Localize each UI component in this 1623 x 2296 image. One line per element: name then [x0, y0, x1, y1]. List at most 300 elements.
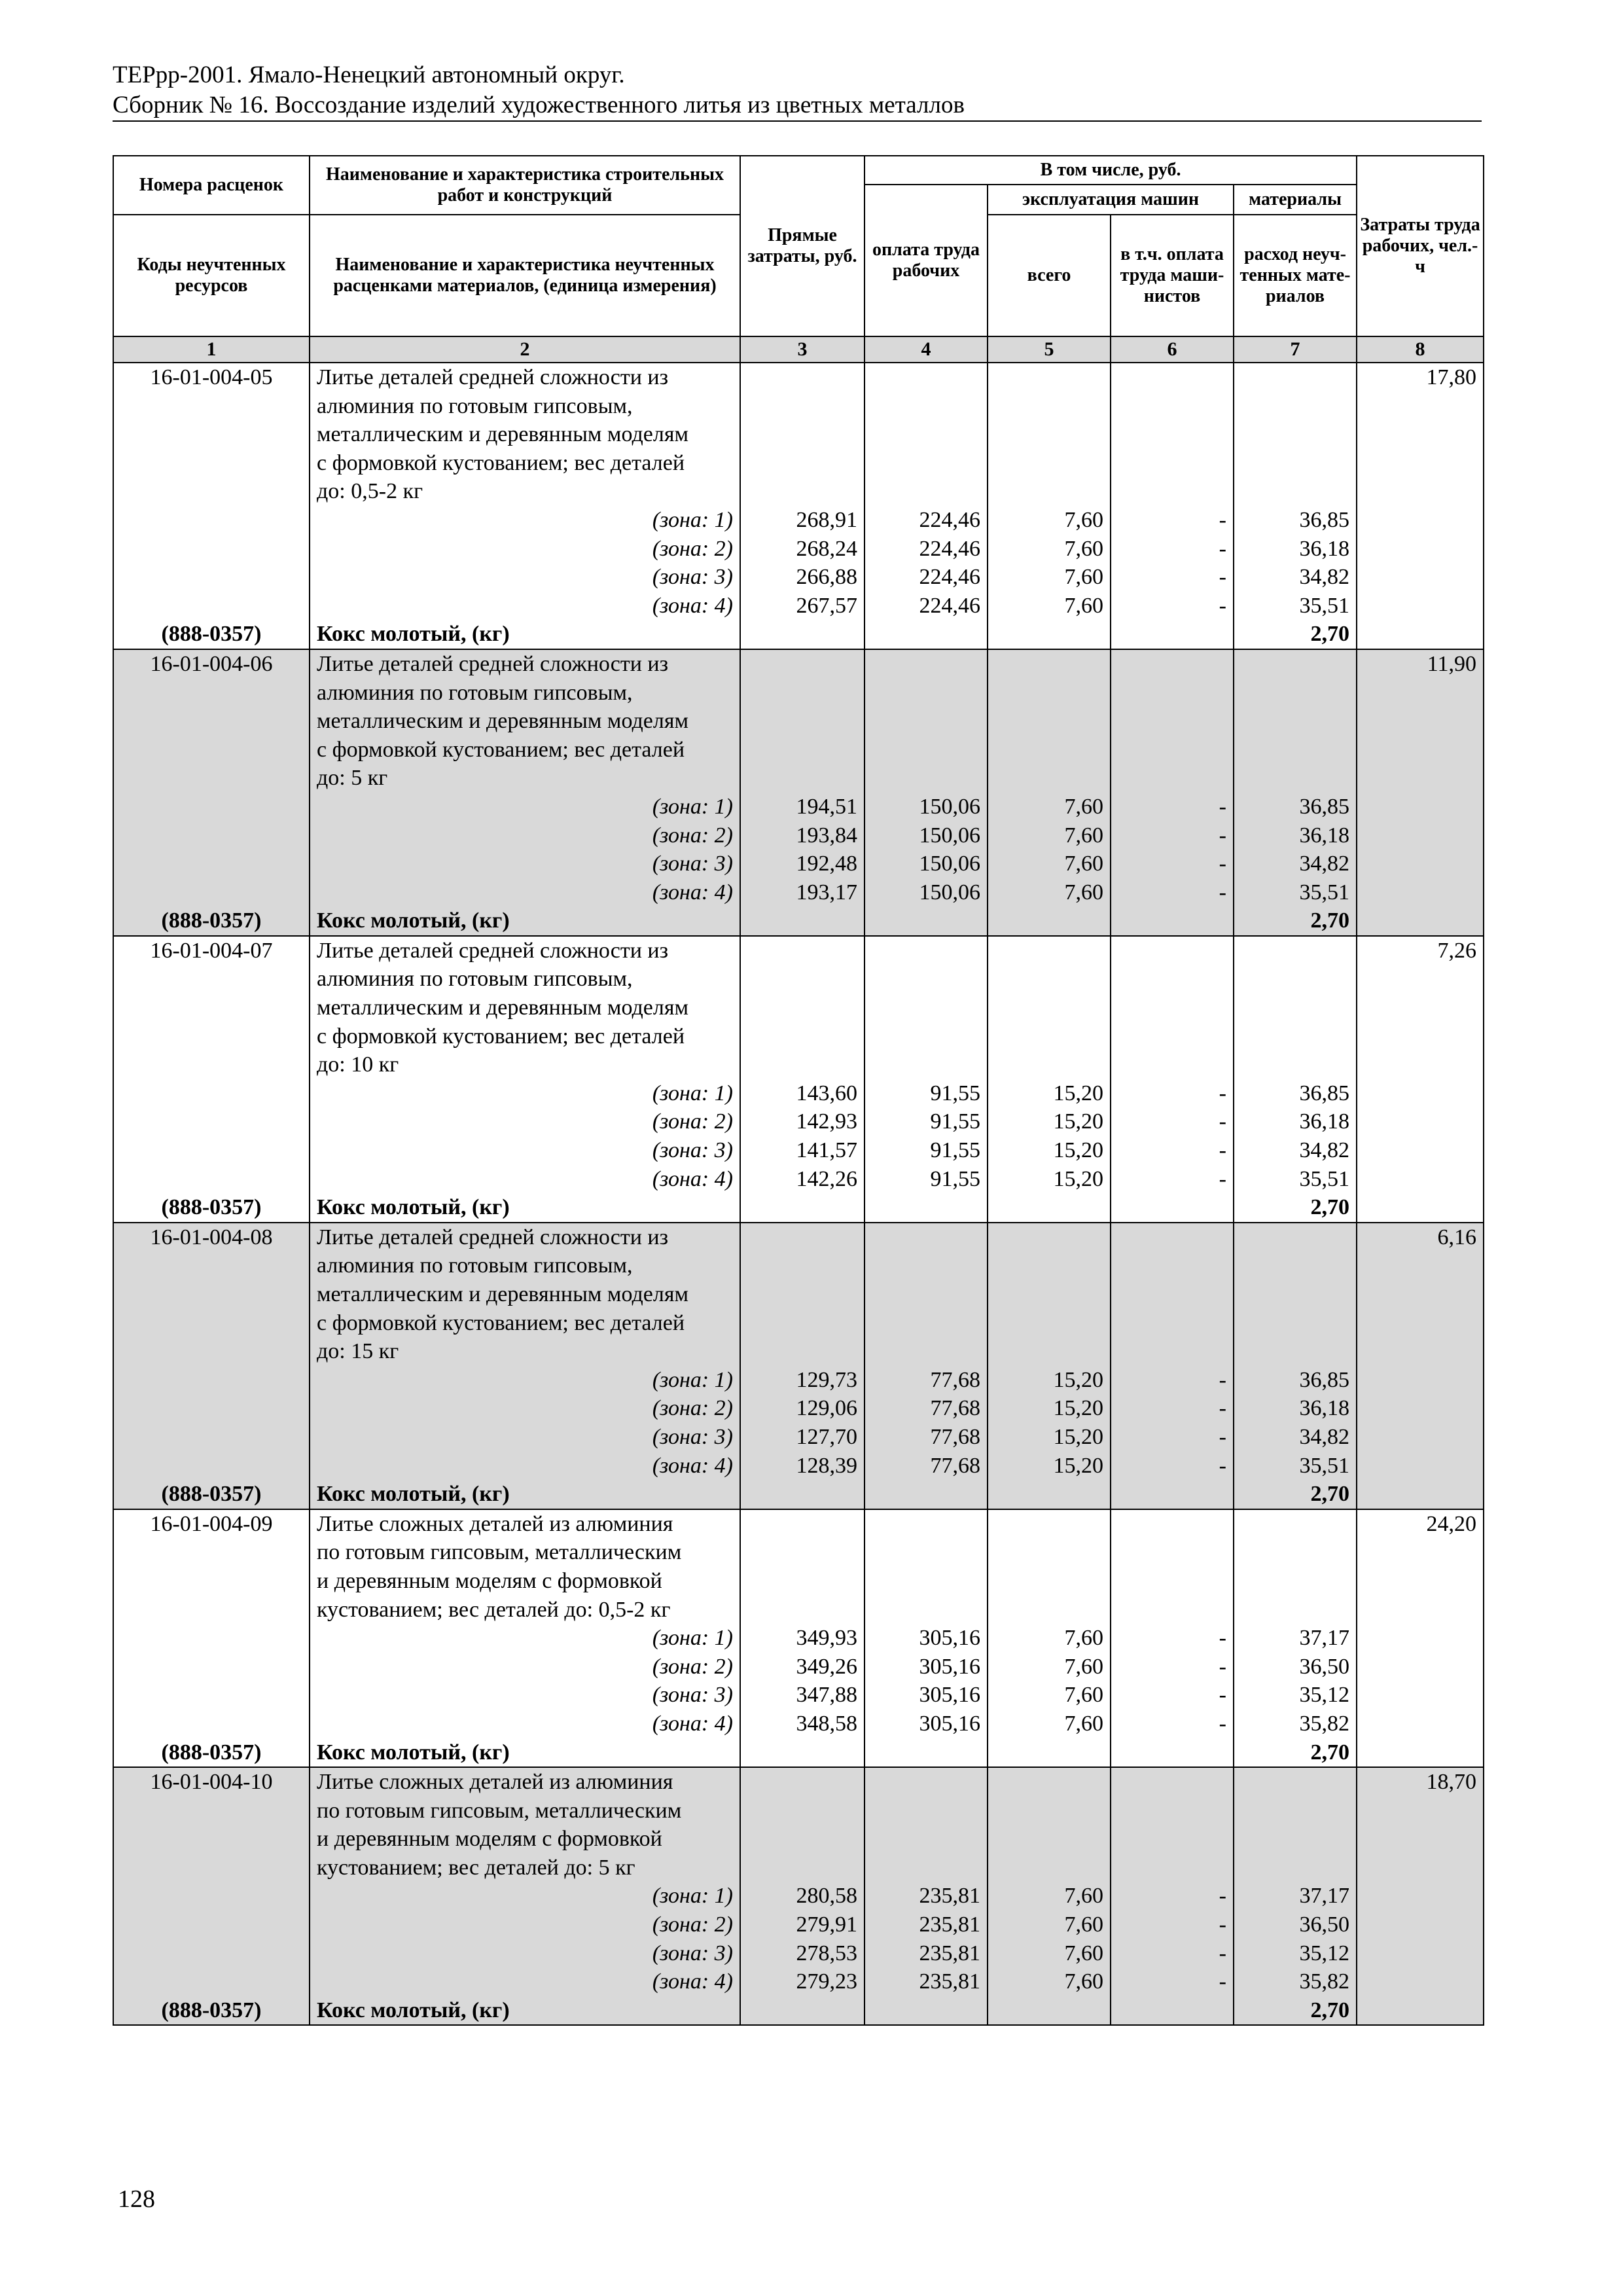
resource-code: (888-0357) [113, 906, 310, 936]
zone-row [113, 506, 1484, 535]
direct-costs: 279,91 [740, 1910, 865, 1939]
empty-cell [988, 1309, 1111, 1338]
rate-description-line: алюминия по готовым гипсовым, [310, 1251, 740, 1280]
wages: 77,68 [865, 1394, 988, 1423]
empty-cell [865, 620, 988, 649]
rate-description-line: с формовкой кустованием; вес деталей [310, 449, 740, 478]
rate-row [113, 936, 1484, 965]
empty-cell [113, 1366, 310, 1395]
rate-description-row [113, 679, 1484, 708]
empty-cell [1357, 1738, 1484, 1768]
empty-cell [1357, 1193, 1484, 1223]
empty-cell [740, 1223, 865, 1252]
materials: 35,51 [1234, 878, 1357, 907]
machines-total: 15,20 [988, 1079, 1111, 1108]
empty-cell [1111, 1596, 1234, 1624]
resource-row [113, 1480, 1484, 1509]
empty-cell [113, 1939, 310, 1968]
zone-label: (зона: 1) [310, 793, 740, 821]
machinist-wages: - [1111, 1624, 1234, 1653]
resource-code: (888-0357) [113, 1480, 310, 1509]
empty-cell [865, 1280, 988, 1309]
machines-total: 15,20 [988, 1136, 1111, 1165]
zone-label: (зона: 4) [310, 1452, 740, 1480]
wages: 235,81 [865, 1882, 988, 1910]
direct-costs: 129,73 [740, 1366, 865, 1395]
empty-cell [865, 965, 988, 994]
labor-cost [1357, 1596, 1484, 1624]
empty-cell [1357, 793, 1484, 821]
empty-cell [988, 1280, 1111, 1309]
empty-cell [1357, 1136, 1484, 1165]
materials: 36,18 [1234, 535, 1357, 564]
rate-description-line: и деревянным моделям с формовкой [310, 1825, 740, 1854]
rate-description-row [113, 1309, 1484, 1338]
empty-cell [740, 1280, 865, 1309]
rate-row [113, 649, 1484, 679]
empty-cell [1234, 1767, 1357, 1797]
materials: 35,82 [1234, 1710, 1357, 1738]
direct-costs: 267,57 [740, 592, 865, 620]
machinist-wages: - [1111, 1910, 1234, 1939]
empty-cell [113, 1882, 310, 1910]
empty-cell [865, 1480, 988, 1509]
rate-description-row [113, 1280, 1484, 1309]
zone-label: (зона: 3) [310, 1939, 740, 1968]
empty-cell [1111, 1509, 1234, 1539]
resource-quantity: 2,70 [1234, 1738, 1357, 1768]
machinist-wages: - [1111, 535, 1234, 564]
empty-cell [1357, 1996, 1484, 2026]
resource-quantity: 2,70 [1234, 620, 1357, 649]
rate-description-line: по готовым гипсовым, металлическим [310, 1797, 740, 1825]
header-subtitle: Сборник № 16. Воссоздание изделий художественного литья из цветных металлов [113, 92, 965, 118]
empty-cell [113, 1967, 310, 1996]
direct-costs: 193,84 [740, 821, 865, 850]
table-header [113, 156, 1484, 363]
resource-row [113, 620, 1484, 649]
machines-total: 15,20 [988, 1107, 1111, 1136]
machinist-wages: - [1111, 1366, 1234, 1395]
empty-cell [988, 965, 1111, 994]
labor-cost [1357, 1538, 1484, 1567]
rate-description-line: по готовым гипсовым, металлическим [310, 1538, 740, 1567]
machines-total: 7,60 [988, 1653, 1111, 1681]
direct-costs: 279,23 [740, 1967, 865, 1996]
zone-row [113, 1107, 1484, 1136]
empty-cell [740, 1193, 865, 1223]
wages: 150,06 [865, 850, 988, 878]
empty-cell [1111, 1996, 1234, 2026]
zone-label: (зона: 3) [310, 1681, 740, 1710]
empty-cell [1234, 994, 1357, 1022]
empty-cell [865, 936, 988, 965]
empty-cell [1357, 1624, 1484, 1653]
empty-cell [1234, 1251, 1357, 1280]
materials: 37,17 [1234, 1624, 1357, 1653]
direct-costs: 278,53 [740, 1939, 865, 1968]
empty-cell [1111, 1309, 1234, 1338]
resource-code: (888-0357) [113, 1996, 310, 2026]
rate-code [113, 1567, 310, 1596]
rate-description-row [113, 1596, 1484, 1624]
empty-cell [865, 1797, 988, 1825]
wages: 150,06 [865, 821, 988, 850]
machinist-wages: - [1111, 506, 1234, 535]
zone-label: (зона: 4) [310, 592, 740, 620]
empty-cell [988, 1223, 1111, 1252]
direct-costs: 142,26 [740, 1165, 865, 1194]
machines-total: 7,60 [988, 1967, 1111, 1996]
empty-cell [988, 1596, 1111, 1624]
rate-code [113, 1797, 310, 1825]
empty-cell [1111, 1738, 1234, 1768]
rate-code [113, 965, 310, 994]
empty-cell [1111, 994, 1234, 1022]
zone-label: (зона: 4) [310, 1967, 740, 1996]
empty-cell [113, 1079, 310, 1108]
empty-cell [1234, 1280, 1357, 1309]
machines-total: 7,60 [988, 1939, 1111, 1968]
labor-cost [1357, 707, 1484, 736]
empty-cell [113, 1394, 310, 1423]
zone-label: (зона: 3) [310, 1423, 740, 1452]
materials: 36,50 [1234, 1910, 1357, 1939]
empty-cell [988, 1538, 1111, 1567]
empty-cell [1111, 1480, 1234, 1509]
machinist-wages: - [1111, 821, 1234, 850]
rate-code [113, 679, 310, 708]
empty-cell [1111, 1223, 1234, 1252]
empty-cell [1111, 649, 1234, 679]
rate-description-line: до: 5 кг [310, 764, 740, 793]
empty-cell [1357, 821, 1484, 850]
empty-cell [865, 679, 988, 708]
rate-description-line: Литье сложных деталей из алюминия [310, 1767, 740, 1797]
empty-cell [1234, 1223, 1357, 1252]
resource-name: Кокс молотый, (кг) [310, 1738, 740, 1768]
zone-label: (зона: 4) [310, 1710, 740, 1738]
empty-cell [740, 1767, 865, 1797]
empty-cell [988, 1996, 1111, 2026]
machines-total: 7,60 [988, 1910, 1111, 1939]
rate-description-line: до: 0,5-2 кг [310, 477, 740, 506]
machinist-wages: - [1111, 1653, 1234, 1681]
zone-row [113, 1882, 1484, 1910]
materials: 36,50 [1234, 1653, 1357, 1681]
rate-code [113, 736, 310, 764]
labor-cost [1357, 1567, 1484, 1596]
resource-row [113, 1738, 1484, 1768]
rate-description-line: кустованием; вес деталей до: 5 кг [310, 1854, 740, 1882]
direct-costs: 268,24 [740, 535, 865, 564]
empty-cell [865, 906, 988, 936]
direct-costs: 143,60 [740, 1079, 865, 1108]
empty-cell [1111, 1538, 1234, 1567]
empty-cell [865, 1509, 988, 1539]
resource-row [113, 1996, 1484, 2026]
materials: 36,85 [1234, 1366, 1357, 1395]
direct-costs: 349,93 [740, 1624, 865, 1653]
empty-cell [1357, 850, 1484, 878]
machines-total: 15,20 [988, 1366, 1111, 1395]
empty-cell [740, 994, 865, 1022]
empty-cell [740, 1596, 865, 1624]
empty-cell [988, 620, 1111, 649]
empty-cell [865, 1854, 988, 1882]
empty-cell [113, 535, 310, 564]
empty-cell [1111, 477, 1234, 506]
rate-description-row [113, 1022, 1484, 1051]
machines-total: 7,60 [988, 1710, 1111, 1738]
empty-cell [1111, 392, 1234, 421]
th-direct-costs: Прямые затраты, руб. [740, 156, 865, 336]
empty-cell [988, 649, 1111, 679]
rate-description-row [113, 736, 1484, 764]
rate-description-row [113, 1797, 1484, 1825]
empty-cell [988, 679, 1111, 708]
resource-quantity: 2,70 [1234, 1996, 1357, 2026]
zone-label: (зона: 2) [310, 821, 740, 850]
empty-cell [865, 1538, 988, 1567]
rate-code [113, 1251, 310, 1280]
direct-costs: 193,17 [740, 878, 865, 907]
empty-cell [988, 392, 1111, 421]
empty-cell [1234, 679, 1357, 708]
rate-row [113, 363, 1484, 392]
th-work-name: Наименование и характеристика строительных работ и конструкций [310, 156, 740, 215]
rate-code [113, 420, 310, 449]
zone-row [113, 1452, 1484, 1480]
rate-description-line: до: 10 кг [310, 1050, 740, 1079]
empty-cell [1111, 1337, 1234, 1366]
empty-cell [1357, 592, 1484, 620]
empty-cell [113, 1423, 310, 1452]
empty-cell [865, 1767, 988, 1797]
direct-costs: 128,39 [740, 1452, 865, 1480]
rate-code [113, 1854, 310, 1882]
empty-cell [740, 906, 865, 936]
wages: 77,68 [865, 1366, 988, 1395]
empty-cell [1234, 1567, 1357, 1596]
empty-cell [1234, 965, 1357, 994]
zone-row [113, 1423, 1484, 1452]
empty-cell [1357, 1366, 1484, 1395]
direct-costs: 347,88 [740, 1681, 865, 1710]
empty-cell [740, 1480, 865, 1509]
rate-row [113, 1223, 1484, 1252]
rate-description-row [113, 392, 1484, 421]
wages: 235,81 [865, 1967, 988, 1996]
empty-cell [113, 1910, 310, 1939]
empty-cell [740, 649, 865, 679]
resource-code: (888-0357) [113, 1738, 310, 1768]
th-material-name: Наименование и характеристика неучтенных расценками материалов, (единица измерения) [310, 215, 740, 336]
empty-cell [865, 1251, 988, 1280]
rate-description-line: Литье деталей средней сложности из [310, 1223, 740, 1252]
direct-costs: 142,93 [740, 1107, 865, 1136]
empty-cell [1234, 1825, 1357, 1854]
empty-cell [113, 1710, 310, 1738]
empty-cell [1357, 1681, 1484, 1710]
machinist-wages: - [1111, 878, 1234, 907]
empty-cell [1357, 1967, 1484, 1996]
zone-label: (зона: 2) [310, 1653, 740, 1681]
empty-cell [1111, 449, 1234, 478]
th-machinist-wages: в т.ч. оплата труда маши-нистов [1111, 215, 1234, 336]
empty-cell [865, 1337, 988, 1366]
empty-cell [865, 1193, 988, 1223]
rate-description-line: металлическим и деревянным моделям [310, 1280, 740, 1309]
empty-cell [740, 1738, 865, 1768]
zone-label: (зона: 1) [310, 1624, 740, 1653]
zone-label: (зона: 3) [310, 850, 740, 878]
empty-cell [113, 821, 310, 850]
empty-cell [1357, 620, 1484, 649]
rate-description-line: и деревянным моделям с формовкой [310, 1567, 740, 1596]
materials: 35,12 [1234, 1939, 1357, 1968]
empty-cell [113, 1653, 310, 1681]
empty-cell [1234, 764, 1357, 793]
empty-cell [1357, 1452, 1484, 1480]
rate-row [113, 1767, 1484, 1797]
page-header [113, 60, 1482, 122]
materials: 36,18 [1234, 821, 1357, 850]
rate-code: 16-01-004-08 [113, 1223, 310, 1252]
empty-cell [740, 707, 865, 736]
machinist-wages: - [1111, 592, 1234, 620]
wages: 235,81 [865, 1939, 988, 1968]
empty-cell [865, 363, 988, 392]
th-labor: Затраты труда рабочих, чел.-ч [1357, 156, 1484, 336]
empty-cell [113, 878, 310, 907]
empty-cell [1234, 736, 1357, 764]
rate-row [113, 1509, 1484, 1539]
direct-costs: 266,88 [740, 563, 865, 592]
resource-name: Кокс молотый, (кг) [310, 620, 740, 649]
empty-cell [988, 449, 1111, 478]
page-number: 128 [118, 2185, 155, 2213]
empty-cell [988, 1251, 1111, 1280]
empty-cell [988, 707, 1111, 736]
machinist-wages: - [1111, 1939, 1234, 1968]
materials: 36,85 [1234, 506, 1357, 535]
labor-cost [1357, 1797, 1484, 1825]
empty-cell [865, 994, 988, 1022]
rate-code [113, 1309, 310, 1338]
labor-cost [1357, 1309, 1484, 1338]
labor-cost [1357, 1022, 1484, 1051]
empty-cell [740, 1050, 865, 1079]
wages: 150,06 [865, 878, 988, 907]
wages: 91,55 [865, 1107, 988, 1136]
materials: 35,82 [1234, 1967, 1357, 1996]
labor-cost [1357, 477, 1484, 506]
machinist-wages: - [1111, 1710, 1234, 1738]
empty-cell [865, 1596, 988, 1624]
materials: 36,18 [1234, 1394, 1357, 1423]
direct-costs: 268,91 [740, 506, 865, 535]
header-rule [113, 120, 1482, 122]
empty-cell [113, 1681, 310, 1710]
resource-name: Кокс молотый, (кг) [310, 906, 740, 936]
labor-cost: 7,26 [1357, 936, 1484, 965]
empty-cell [1111, 1854, 1234, 1882]
rate-description-row [113, 1567, 1484, 1596]
rate-code [113, 1050, 310, 1079]
machines-total: 15,20 [988, 1394, 1111, 1423]
empty-cell [1357, 1107, 1484, 1136]
labor-cost [1357, 1280, 1484, 1309]
zone-label: (зона: 3) [310, 563, 740, 592]
zone-label: (зона: 4) [310, 878, 740, 907]
zone-label: (зона: 1) [310, 1366, 740, 1395]
rate-code [113, 449, 310, 478]
machines-total: 7,60 [988, 1624, 1111, 1653]
empty-cell [740, 1538, 865, 1567]
rate-code [113, 1596, 310, 1624]
rate-description-row [113, 1854, 1484, 1882]
machines-total: 7,60 [988, 563, 1111, 592]
machines-total: 7,60 [988, 535, 1111, 564]
empty-cell [1234, 477, 1357, 506]
wages: 224,46 [865, 563, 988, 592]
empty-cell [988, 1797, 1111, 1825]
empty-cell [1357, 1079, 1484, 1108]
materials: 34,82 [1234, 850, 1357, 878]
empty-cell [740, 1022, 865, 1051]
empty-cell [1234, 649, 1357, 679]
empty-cell [1111, 1280, 1234, 1309]
empty-cell [988, 1854, 1111, 1882]
th-materials: материалы [1234, 185, 1357, 215]
zone-row [113, 1910, 1484, 1939]
machinist-wages: - [1111, 850, 1234, 878]
empty-cell [865, 1567, 988, 1596]
wages: 224,46 [865, 506, 988, 535]
empty-cell [740, 420, 865, 449]
resource-quantity: 2,70 [1234, 1480, 1357, 1509]
empty-cell [1111, 1825, 1234, 1854]
rate-description-row [113, 965, 1484, 994]
rate-code [113, 707, 310, 736]
zone-row [113, 1394, 1484, 1423]
col-number: 7 [1234, 336, 1357, 363]
zone-row [113, 1165, 1484, 1194]
rate-description-row [113, 707, 1484, 736]
empty-cell [1111, 936, 1234, 965]
wages: 305,16 [865, 1653, 988, 1681]
zone-label: (зона: 2) [310, 1107, 740, 1136]
labor-cost [1357, 764, 1484, 793]
empty-cell [865, 764, 988, 793]
materials: 36,85 [1234, 1079, 1357, 1108]
empty-cell [740, 1509, 865, 1539]
empty-cell [988, 363, 1111, 392]
machinist-wages: - [1111, 563, 1234, 592]
zone-row [113, 1681, 1484, 1710]
empty-cell [865, 1825, 988, 1854]
resource-name: Кокс молотый, (кг) [310, 1996, 740, 2026]
zone-row [113, 1079, 1484, 1108]
direct-costs: 349,26 [740, 1653, 865, 1681]
wages: 91,55 [865, 1136, 988, 1165]
rate-description-line: с формовкой кустованием; вес деталей [310, 1022, 740, 1051]
empty-cell [1357, 535, 1484, 564]
empty-cell [865, 1022, 988, 1051]
empty-cell [1111, 764, 1234, 793]
zone-row [113, 850, 1484, 878]
